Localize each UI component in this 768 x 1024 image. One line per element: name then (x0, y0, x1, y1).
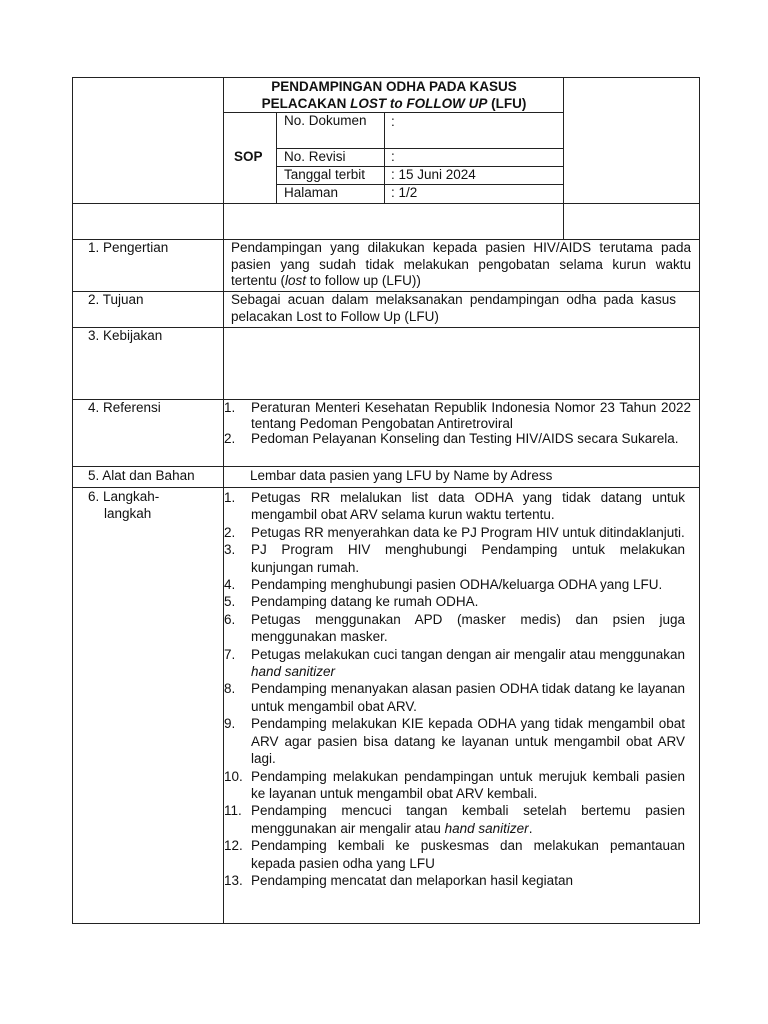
list-item-italic: hand sanitizer (444, 820, 529, 836)
list-item-number: 2. (224, 431, 236, 446)
list-item-text: Pendamping mencuci tangan kembali setelah bertemu pasien menggunakan air mengalir atau (251, 803, 685, 836)
list-item-text: Petugas RR melalukan list data ODHA yang tidak datang untuk mengambil obat ARV selama kurun waktu tertentu. (251, 490, 685, 523)
title-bottom-rule (223, 112, 564, 113)
list-item-text: Pedoman Pelayanan Konseling dan Testing HIV/AIDS secara Sukarela. (251, 431, 679, 446)
label-kebijakan: 3. Kebijakan (88, 328, 163, 343)
meta-label-halaman: Halaman (284, 185, 339, 200)
list-item-text: Pendamping mencatat dan melaporkan hasil kegiatan (251, 872, 573, 888)
document-title-line2 (224, 95, 564, 112)
sop-label: SOP (234, 149, 263, 164)
meta-label-tanggal: Tanggal terbit (284, 167, 366, 182)
document-title-italic: LOST to FOLLOW UP (350, 96, 488, 111)
list-item (224, 576, 685, 593)
list-item (224, 611, 685, 646)
list-item-number: 1. (224, 490, 236, 505)
row-rule (72, 466, 700, 467)
label-langkah-line2: langkah (104, 506, 152, 521)
text-tujuan: Sebagai acuan dalam melaksanakan pendampingan odha pada kasus pelacakan Lost to Follow Up (LFU) (231, 292, 676, 324)
list-item (224, 680, 685, 715)
list-item-number: 9. (224, 716, 236, 732)
list-item-number: 4. (224, 577, 236, 593)
label-alat-bahan: 5. Alat dan Bahan (88, 468, 195, 483)
list-item (224, 872, 685, 889)
list-item (224, 489, 685, 524)
row-rule (72, 327, 700, 328)
list-item (224, 646, 685, 681)
list-item-number: 5. (224, 594, 236, 610)
list-item-text: Pendamping datang ke rumah ODHA. (251, 594, 479, 610)
list-item-text: Peraturan Menteri Kesehatan Republik Indonesia Nomor 23 Tahun 2022 tentang Pedoman Pengobatan Antiretroviral (251, 400, 691, 431)
list-item-text: Pendamping melakukan KIE kepada ODHA yang tidak mengambil obat ARV agar pasien bisa datang ke layanan untuk mengambil obat ARV lagi. (251, 716, 685, 767)
table-border-right (699, 77, 700, 924)
list-item-number: 8. (224, 681, 236, 697)
meta-label-dokumen: No. Dokumen (284, 113, 367, 128)
list-item (224, 715, 685, 767)
list-item (224, 400, 691, 431)
text-pengertian-italic: lost (285, 273, 307, 288)
list-item-number: 10. (224, 768, 243, 784)
header-row-rule (72, 203, 700, 204)
langkah-list (224, 489, 685, 889)
meta-value-dokumen: : (391, 114, 395, 129)
list-item-number: 6. (224, 611, 236, 627)
list-item-number: 13. (224, 872, 243, 888)
meta-value-tanggal: : 15 Juni 2024 (391, 167, 476, 182)
meta-col-divider (276, 112, 277, 204)
list-item (224, 431, 691, 447)
document-title-suffix: (LFU) (487, 96, 527, 111)
list-item (224, 802, 685, 837)
meta-value-revisi: : (391, 149, 395, 164)
label-tujuan: 2. Tujuan (88, 292, 144, 307)
text-pengertian-tail: to follow up (LFU)) (306, 273, 421, 288)
meta-label-revisi: No. Revisi (284, 149, 346, 164)
referensi-list (224, 400, 691, 447)
list-item-text: Pendamping kembali ke puskesmas dan melakukan pemantauan kepada pasien odha yang LFU (251, 838, 685, 871)
list-item-tail: . (528, 820, 533, 836)
list-item-text: PJ Program HIV menghubungi Pendamping untuk melakukan kunjungan rumah. (251, 542, 685, 575)
document-title-line1: PENDAMPINGAN ODHA PADA KASUS (271, 79, 517, 94)
list-item-number: 11. (224, 803, 242, 819)
list-item-text: Pendamping melakukan pendampingan untuk merujuk kembali pasien ke layanan untuk mengambil obat ARV kembali. (251, 768, 685, 801)
meta-value-halaman: : 1/2 (391, 185, 418, 200)
list-item (224, 768, 685, 803)
list-item-italic: hand sanitizer (251, 664, 336, 680)
list-item (224, 541, 685, 576)
document-title-prefix: PELACAKAN (261, 96, 351, 111)
label-referensi: 4. Referensi (88, 400, 161, 415)
list-item (224, 593, 685, 610)
text-pengertian (231, 240, 691, 290)
list-item-text: Pendamping menghubungi pasien ODHA/keluarga ODHA yang LFU. (251, 577, 663, 593)
text-pengertian-main: Pendampingan yang dilakukan kepada pasien HIV/AIDS terutama pada pasien yang sudah tidak melakukan pengobatan selama kurun waktu tertentu ( (231, 240, 691, 288)
list-item-number: 3. (224, 542, 236, 558)
list-item-number: 1. (224, 400, 236, 415)
table-border-bottom (72, 923, 700, 924)
list-item-number: 2. (224, 524, 236, 540)
list-item-text: Petugas menggunakan APD (masker medis) dan psien juga menggunakan masker. (251, 611, 685, 645)
list-item-number: 12. (224, 838, 243, 854)
list-item-number: 7. (224, 646, 236, 662)
list-item (224, 837, 685, 872)
list-item (224, 524, 685, 541)
list-item-text: Pendamping menanyakan alasan pasien ODHA tidak datang ke layanan untuk mengambil obat ARV. (251, 681, 685, 714)
label-langkah-line1: 6. Langkah- (88, 489, 160, 504)
list-item-text: Petugas melakukan cuci tangan dengan air mengalir atau menggunakan (251, 646, 685, 662)
label-pengertian: 1. Pengertian (88, 240, 169, 255)
row-rule (72, 487, 700, 488)
table-border-left (72, 77, 73, 924)
meta-col-divider (384, 112, 385, 204)
list-item-text: Petugas RR menyerahkan data ke PJ Program HIV untuk ditindaklanjuti. (251, 524, 685, 540)
text-alat-bahan: Lembar data pasien yang LFU by Name by Adress (250, 468, 553, 483)
